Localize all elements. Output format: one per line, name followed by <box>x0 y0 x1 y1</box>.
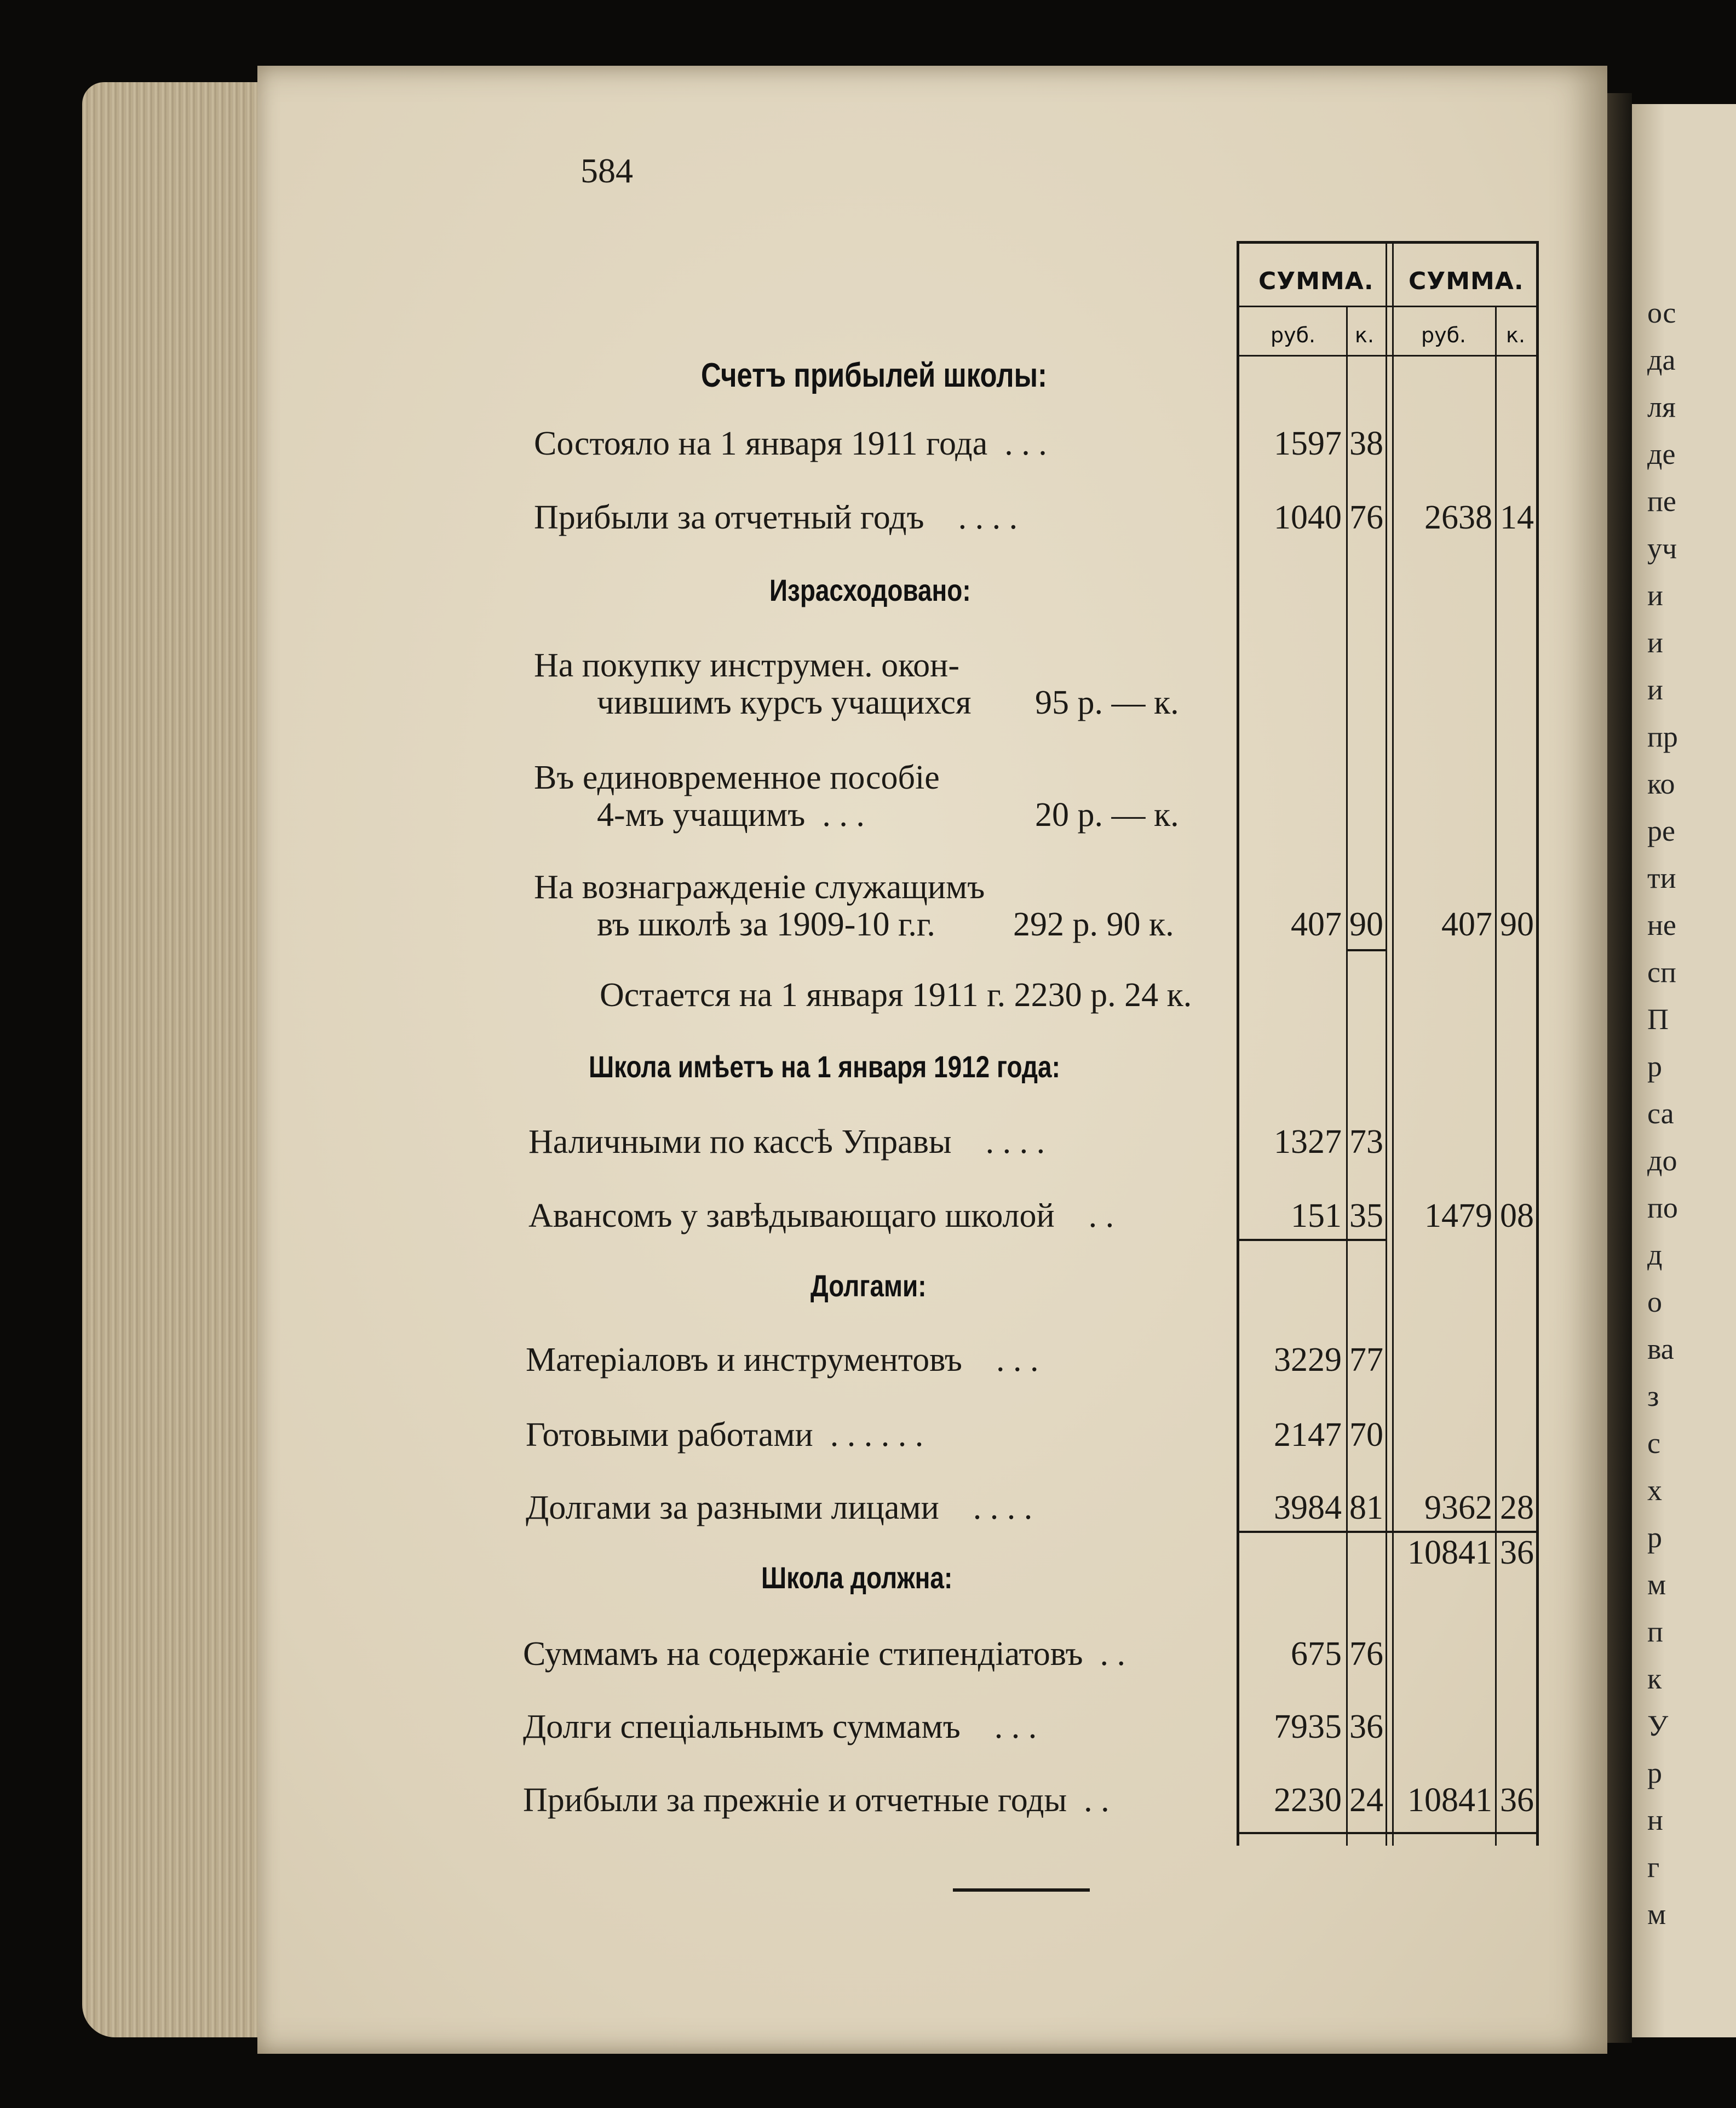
next-page-text-fragment: ля <box>1647 390 1676 423</box>
book-gutter <box>1607 93 1632 2043</box>
next-page-text-fragment: з <box>1647 1380 1659 1412</box>
subtotal-rule <box>1239 1239 1386 1241</box>
row-rub1: 1327 <box>1274 1123 1342 1161</box>
row-rub1: 7935 <box>1274 1708 1342 1745</box>
table-subheader-rule <box>1238 355 1539 357</box>
section-title-profits: Счетъ прибылей школы: <box>701 357 1047 394</box>
next-page-text-fragment: пе <box>1647 485 1676 518</box>
row-label-cont: 4-мъ учащимъ . . . <box>597 796 865 834</box>
section-title-school-has: Школа имѣетъ на 1 января 1912 года: <box>589 1049 1060 1084</box>
next-page-text-fragment: ти <box>1647 861 1676 894</box>
row-kop1: 24 <box>1349 1782 1383 1819</box>
col2-header: СУММА. <box>1409 267 1524 295</box>
row-rub1: 675 <box>1291 1635 1342 1673</box>
next-page-text-fragment: и <box>1647 673 1663 706</box>
next-page-text-fragment: ос <box>1647 296 1676 329</box>
row-rub2: 2638 <box>1424 499 1492 536</box>
row-amount: 20 р. — к. <box>1035 796 1179 834</box>
section-title-school-owes: Школа должна: <box>761 1560 953 1595</box>
next-page-text-fragment: де <box>1647 438 1676 470</box>
col2-rub-header: руб. <box>1421 323 1467 347</box>
next-page-text-fragment: д <box>1647 1238 1663 1271</box>
next-page-text-fragment: П <box>1647 1003 1669 1036</box>
row-kop1: 73 <box>1349 1123 1383 1161</box>
next-page-text-fragment: сп <box>1647 956 1676 989</box>
col1-header: СУММА. <box>1258 267 1374 295</box>
row-kop1: 76 <box>1349 499 1383 536</box>
row-rub1: 407 <box>1291 906 1342 943</box>
row-label: На покупку инструмен. окон- <box>534 647 959 684</box>
total-rub2: 10841 <box>1407 1534 1492 1571</box>
row-label: Въ единовременное пособіе <box>534 759 940 796</box>
col1-right-rule <box>1386 241 1387 1846</box>
col2-right-rule <box>1536 241 1539 1846</box>
row-kop1: 35 <box>1349 1197 1383 1234</box>
col2-kop-header: к. <box>1506 323 1526 347</box>
row-kop2: 14 <box>1500 499 1534 536</box>
col1-rub-header: руб. <box>1271 323 1316 347</box>
col1-kop-rule <box>1346 307 1348 1846</box>
row-rub2: 1479 <box>1424 1197 1492 1234</box>
total-kop2: 36 <box>1500 1534 1534 1571</box>
next-page-fragment <box>1632 104 1736 2037</box>
row-label: Прибыли за отчетный годъ . . . . <box>534 499 1018 536</box>
row-kop2: 28 <box>1500 1489 1534 1526</box>
next-page-text-fragment: и <box>1647 579 1663 612</box>
next-page-text-fragment: не <box>1647 909 1676 941</box>
row-rub2: 9362 <box>1424 1489 1492 1526</box>
row-label: Авансомъ у завѣдывающаго школой . . <box>528 1197 1114 1234</box>
row-label: Долги спеціальнымъ суммамъ . . . <box>523 1708 1037 1745</box>
row-label-cont: чившимъ курсъ учащихся <box>597 684 972 721</box>
next-page-text-fragment: м <box>1647 1568 1666 1601</box>
page-number: 584 <box>580 151 633 190</box>
row-remainder: Остается на 1 января 1911 г. 2230 р. 24 к. <box>600 977 1192 1014</box>
next-page-text-fragment: и <box>1647 626 1663 659</box>
next-page-text-fragment: ва <box>1647 1332 1674 1365</box>
row-kop1: 76 <box>1349 1635 1383 1673</box>
next-page-text-fragment: о <box>1647 1285 1662 1318</box>
row-kop1: 38 <box>1349 425 1383 462</box>
row-amount: 95 р. — к. <box>1035 684 1179 721</box>
next-page-text-fragment: пр <box>1647 720 1678 753</box>
total-rule <box>1239 1531 1537 1533</box>
row-amount: 292 р. 90 к. <box>1013 906 1174 943</box>
col1-left-rule <box>1237 241 1239 1846</box>
row-label: Готовыми работами . . . . . . <box>526 1416 924 1454</box>
next-page-text-fragment: р <box>1647 1521 1662 1554</box>
row-rub1: 2230 <box>1274 1782 1342 1819</box>
col2-left-rule <box>1392 241 1394 1846</box>
row-label: Матеріаловъ и инструментовъ . . . <box>526 1341 1039 1378</box>
next-page-text-fragment: р <box>1647 1050 1662 1083</box>
row-label: Суммамъ на содержаніе стипендіатовъ . . <box>523 1635 1126 1673</box>
table-bottom-rule <box>1239 1832 1537 1834</box>
row-kop2: 90 <box>1500 906 1534 943</box>
row-label: Прибыли за прежніе и отчетные годы . . <box>523 1782 1110 1819</box>
row-label: Наличными по кассѣ Управы . . . . <box>528 1123 1045 1161</box>
row-kop1: 70 <box>1349 1416 1383 1454</box>
row-label-cont: въ школѣ за 1909-10 г.г. <box>597 906 935 943</box>
next-page-text-fragment: р <box>1647 1756 1662 1789</box>
next-page-text-fragment: по <box>1647 1191 1678 1224</box>
row-rub2: 10841 <box>1407 1782 1492 1819</box>
section-title-spent: Израсходовано: <box>769 573 971 607</box>
row-label: На вознагражденіе служащимъ <box>534 869 985 906</box>
col2-kop-rule <box>1495 307 1497 1846</box>
row-kop1: 90 <box>1349 906 1383 943</box>
row-rub1: 1040 <box>1274 499 1342 536</box>
row-rub1: 3984 <box>1274 1489 1342 1526</box>
next-page-text-fragment: к <box>1647 1662 1662 1695</box>
book-page-edges <box>82 82 279 2037</box>
next-page-text-fragment: с <box>1647 1427 1660 1460</box>
row-rub2: 407 <box>1441 906 1492 943</box>
row-kop2: 36 <box>1500 1782 1534 1819</box>
row-label: Долгами за разными лицами . . . . <box>526 1489 1033 1526</box>
row-rub1: 1597 <box>1274 425 1342 462</box>
col1-kop-header: к. <box>1355 323 1375 347</box>
row-kop1: 81 <box>1349 1489 1383 1526</box>
next-page-text-fragment: х <box>1647 1474 1662 1507</box>
section-title-debts: Долгами: <box>810 1268 927 1303</box>
next-page-text-fragment: са <box>1647 1097 1674 1130</box>
next-page-text-fragment: н <box>1647 1803 1663 1836</box>
row-kop1: 77 <box>1349 1341 1383 1378</box>
next-page-text-fragment: до <box>1647 1144 1677 1177</box>
row-rub1: 151 <box>1291 1197 1342 1234</box>
next-page-text-fragment: ре <box>1647 814 1675 847</box>
next-page-text-fragment: уч <box>1647 532 1677 565</box>
table-top-rule <box>1238 241 1539 244</box>
end-divider <box>953 1888 1090 1892</box>
next-page-text-fragment: да <box>1647 343 1676 376</box>
next-page-text-fragment: г <box>1647 1851 1660 1883</box>
next-page-text-fragment: м <box>1647 1898 1666 1931</box>
next-page-text-fragment: п <box>1647 1615 1663 1648</box>
row-kop2: 08 <box>1500 1197 1534 1234</box>
table-header-rule <box>1238 306 1539 307</box>
row-rub1: 2147 <box>1274 1416 1342 1454</box>
subtotal-rule <box>1347 949 1386 951</box>
next-page-text-fragment: ко <box>1647 767 1675 800</box>
row-rub1: 3229 <box>1274 1341 1342 1378</box>
row-kop1: 36 <box>1349 1708 1383 1745</box>
row-label: Состояло на 1 января 1911 года . . . <box>534 425 1047 462</box>
next-page-text-fragment: У <box>1647 1709 1669 1742</box>
